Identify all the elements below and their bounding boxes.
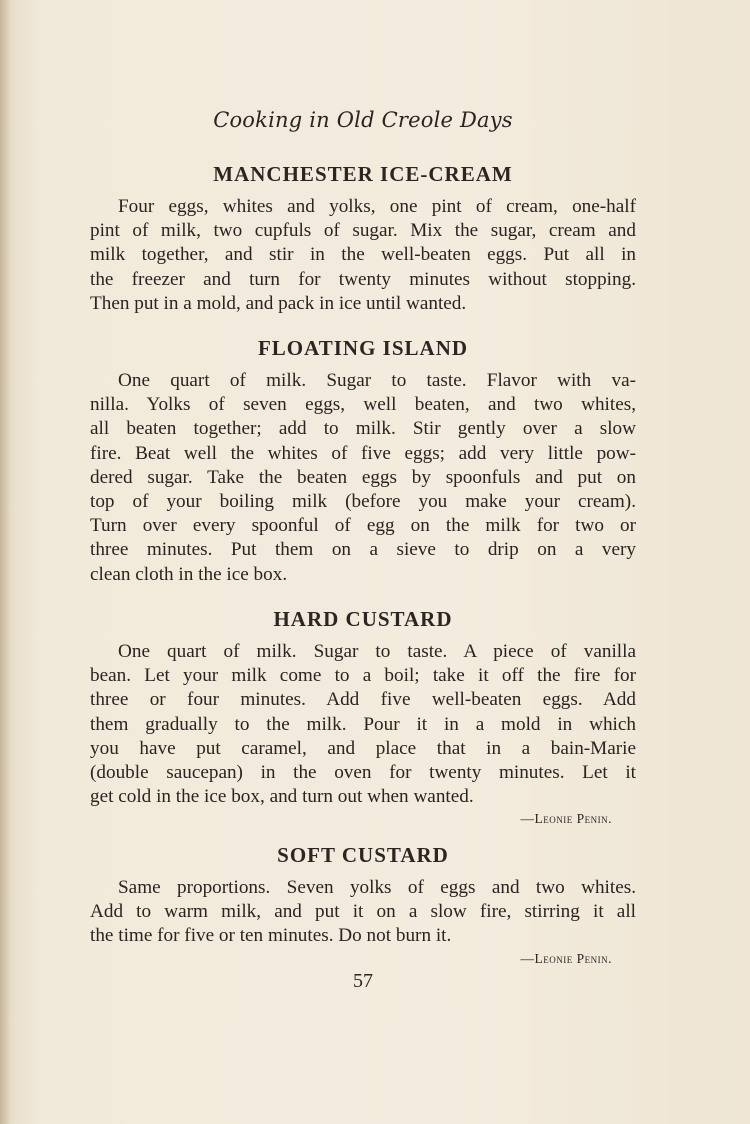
recipe-body [90, 876, 636, 949]
text-line: pint of milk, two cupfuls of sugar. Mix the sugar, cream and [90, 220, 636, 242]
text-line: (double saucepan) in the oven for twenty minutes. Let it [90, 762, 636, 784]
recipe-title: SOFT CUSTARD [277, 843, 449, 867]
text-line: fire. Beat well the whites of five eggs; add very little pow- [90, 442, 636, 464]
text-line: One quart of milk. Sugar to taste. Flavor with va- [118, 370, 636, 391]
text-line: Add to warm milk, and put it on a slow fire, stirring it all [90, 901, 636, 923]
text-line: you have put caramel, and place that in a bain-Marie [90, 737, 636, 759]
attribution: —Leonie Penin. [520, 950, 612, 966]
text-line: dered sugar. Take the beaten eggs by spoonfuls and put on [90, 466, 636, 488]
text-line: clean cloth in the ice box. [90, 563, 288, 585]
text-line: the freezer and turn for twenty minutes without stopping. [90, 268, 636, 290]
text-line: Same proportions. Seven yolks of eggs and two whites. [118, 877, 636, 898]
recipe-hard-custard [90, 607, 636, 827]
spine-shadow [0, 0, 10, 1124]
recipe-body [90, 369, 636, 587]
text-line: bean. Let your milk come to a boil; take it off the fire for [90, 665, 636, 687]
recipe-title: FLOATING ISLAND [257, 336, 469, 360]
text-line: all beaten together; add to milk. Stir gently over a slow [90, 418, 636, 440]
text-line: One quart of milk. Sugar to taste. A piece of vanilla [118, 641, 636, 662]
recipe-body [90, 195, 636, 316]
text-line: the time for five or ten minutes. Do not burn it. [90, 925, 452, 947]
text-line: three or four minutes. Add five well-beaten eggs. Add [90, 689, 636, 711]
recipe-title: MANCHESTER ICE-CREAM [213, 162, 513, 186]
text-line: them gradually to the milk. Pour it in a mold in which [90, 713, 636, 735]
page-number: 57 [353, 970, 373, 992]
text-line: three minutes. Put them on a sieve to drip on a very [90, 539, 636, 561]
text-line: nilla. Yolks of seven eggs, well beaten, and two whites, [90, 394, 636, 416]
text-line: Four eggs, whites and yolks, one pint of cream, one-half [118, 196, 636, 217]
running-head: Cooking in Old Creole Days [213, 108, 513, 132]
text-line: milk together, and stir in the well-beaten eggs. Put all in [90, 244, 636, 266]
recipe-body [90, 640, 636, 809]
recipe-soft-custard [90, 843, 636, 967]
recipe-manchester-ice-cream [90, 162, 636, 316]
text-line: get cold in the ice box, and turn out when wanted. [90, 786, 474, 808]
text-line: Turn over every spoonful of egg on the milk for two or [90, 515, 636, 537]
text-line: top of your boiling milk (before you make your cream). [90, 491, 636, 513]
text-line: Then put in a mold, and pack in ice until wanted. [90, 292, 467, 314]
attribution: —Leonie Penin. [520, 811, 612, 827]
recipe-floating-island [90, 336, 636, 587]
recipe-title: HARD CUSTARD [273, 607, 453, 631]
